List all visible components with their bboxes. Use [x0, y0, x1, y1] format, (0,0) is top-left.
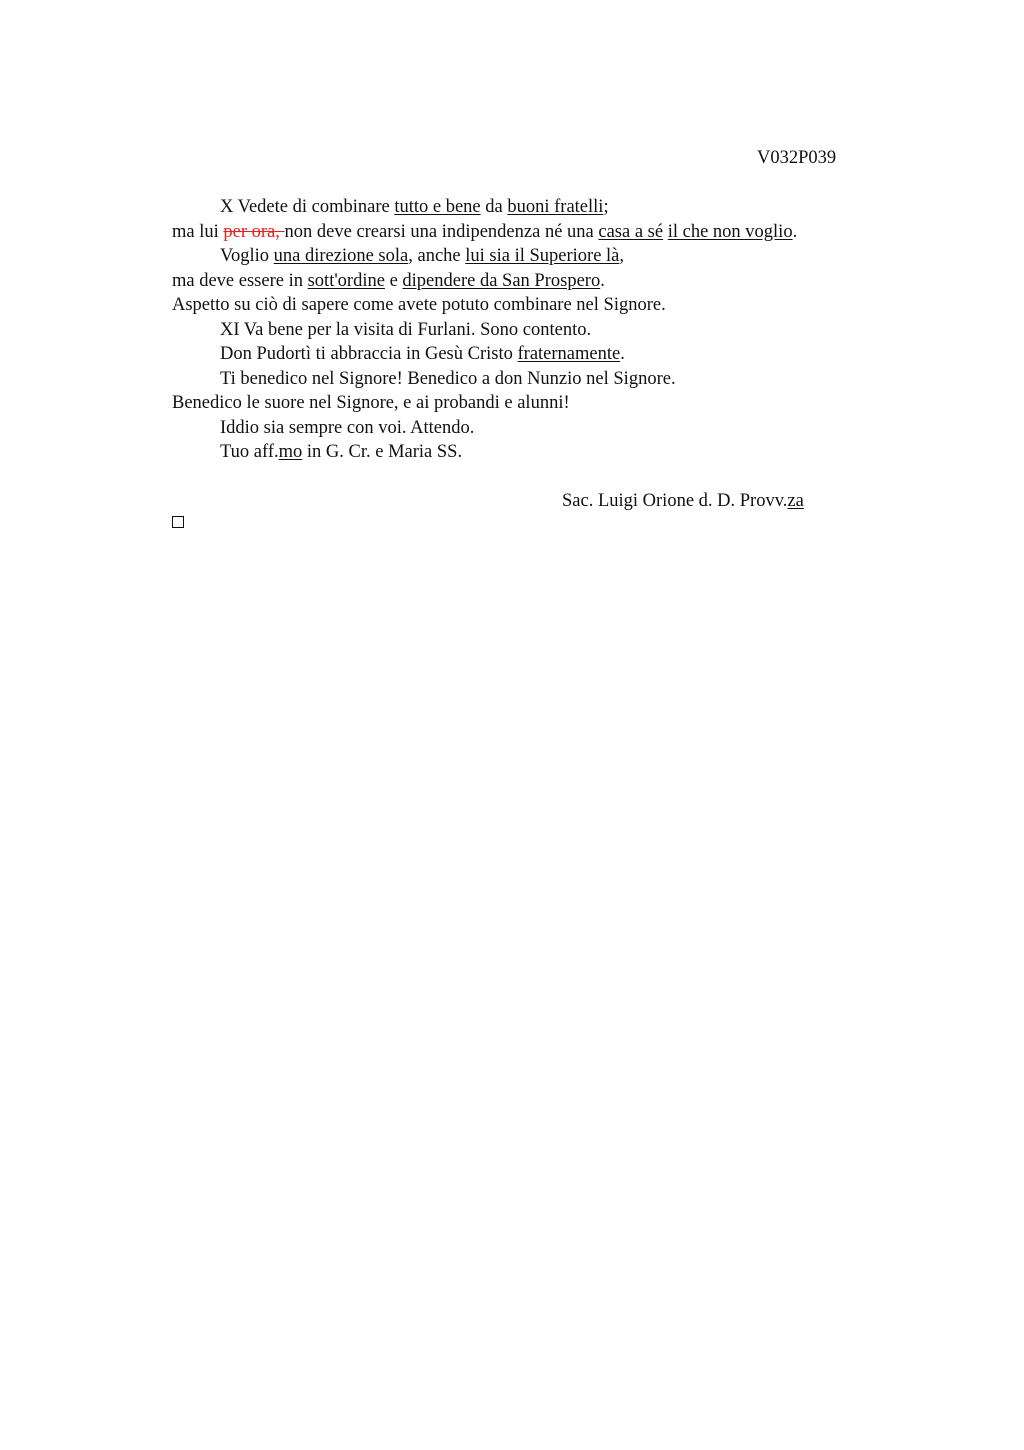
signature: [562, 489, 804, 513]
signature-suffix: za: [787, 491, 804, 511]
page-identifier: V032P039: [757, 148, 837, 168]
text-segment: non deve crearsi una indipendenza né una: [284, 221, 599, 242]
underlined-text: mo: [278, 442, 303, 462]
underlined-text: dipendere da San Prospero: [402, 270, 601, 291]
text-line: [172, 220, 892, 245]
text-line: [172, 391, 892, 416]
text-line: [172, 244, 892, 269]
text-segment: .: [600, 270, 605, 291]
signature-text: Sac. Luigi Orione d. D. Provv.: [562, 491, 788, 511]
text-segment: .: [792, 221, 798, 242]
text-line: [172, 342, 892, 367]
text-line: [172, 318, 892, 343]
text-segment: Benedico le suore nel Signore, e ai probandi e alunni!: [172, 393, 570, 413]
underlined-text: buoni fratelli: [507, 197, 604, 217]
text-line: [172, 440, 892, 465]
empty-square-icon: [172, 516, 184, 528]
underlined-text: il che non voglio: [667, 221, 793, 242]
underlined-text: fraternamente: [517, 344, 621, 364]
text-segment: Don Pudortì ti abbraccia in Gesù Cristo: [220, 344, 518, 364]
underlined-text: casa a sé: [598, 221, 664, 242]
text-line: [172, 416, 892, 441]
struck-text: per ora,: [223, 221, 285, 242]
text-segment: in G. Cr. e Maria SS.: [302, 442, 463, 462]
text-segment: Ti benedico nel Signore! Benedico a don Nunzio nel Signore.: [220, 368, 676, 389]
text-line: [172, 293, 892, 318]
underlined-text: tutto e bene: [394, 197, 481, 217]
text-segment: Aspetto su ciò di sapere come avete potuto combinare nel Signore.: [172, 295, 666, 315]
text-segment: XI Va bene per la visita di Furlani. Sono contento.: [220, 319, 592, 340]
text-segment: ma lui: [172, 221, 224, 242]
letter-body: [172, 195, 892, 465]
underlined-text: sott'ordine: [307, 270, 385, 291]
text-segment: X Vedete di combinare: [220, 197, 395, 217]
text-segment: Iddio sia sempre con voi. Attendo.: [220, 417, 475, 438]
text-segment: Voglio: [220, 246, 274, 266]
text-segment: ;: [603, 197, 609, 217]
underlined-text: lui sia il Superiore là: [465, 246, 620, 266]
text-segment: ma deve essere in: [172, 270, 308, 291]
text-segment: .: [620, 344, 625, 364]
text-line: [172, 367, 892, 392]
text-line: [172, 195, 892, 220]
text-segment: ,: [619, 246, 625, 266]
text-line: [172, 269, 892, 294]
underlined-text: una direzione sola: [273, 246, 409, 266]
text-segment: da: [480, 197, 508, 217]
text-segment: , anche: [408, 246, 466, 266]
text-segment: Tuo aff.: [220, 442, 279, 462]
text-segment: e: [384, 270, 403, 291]
